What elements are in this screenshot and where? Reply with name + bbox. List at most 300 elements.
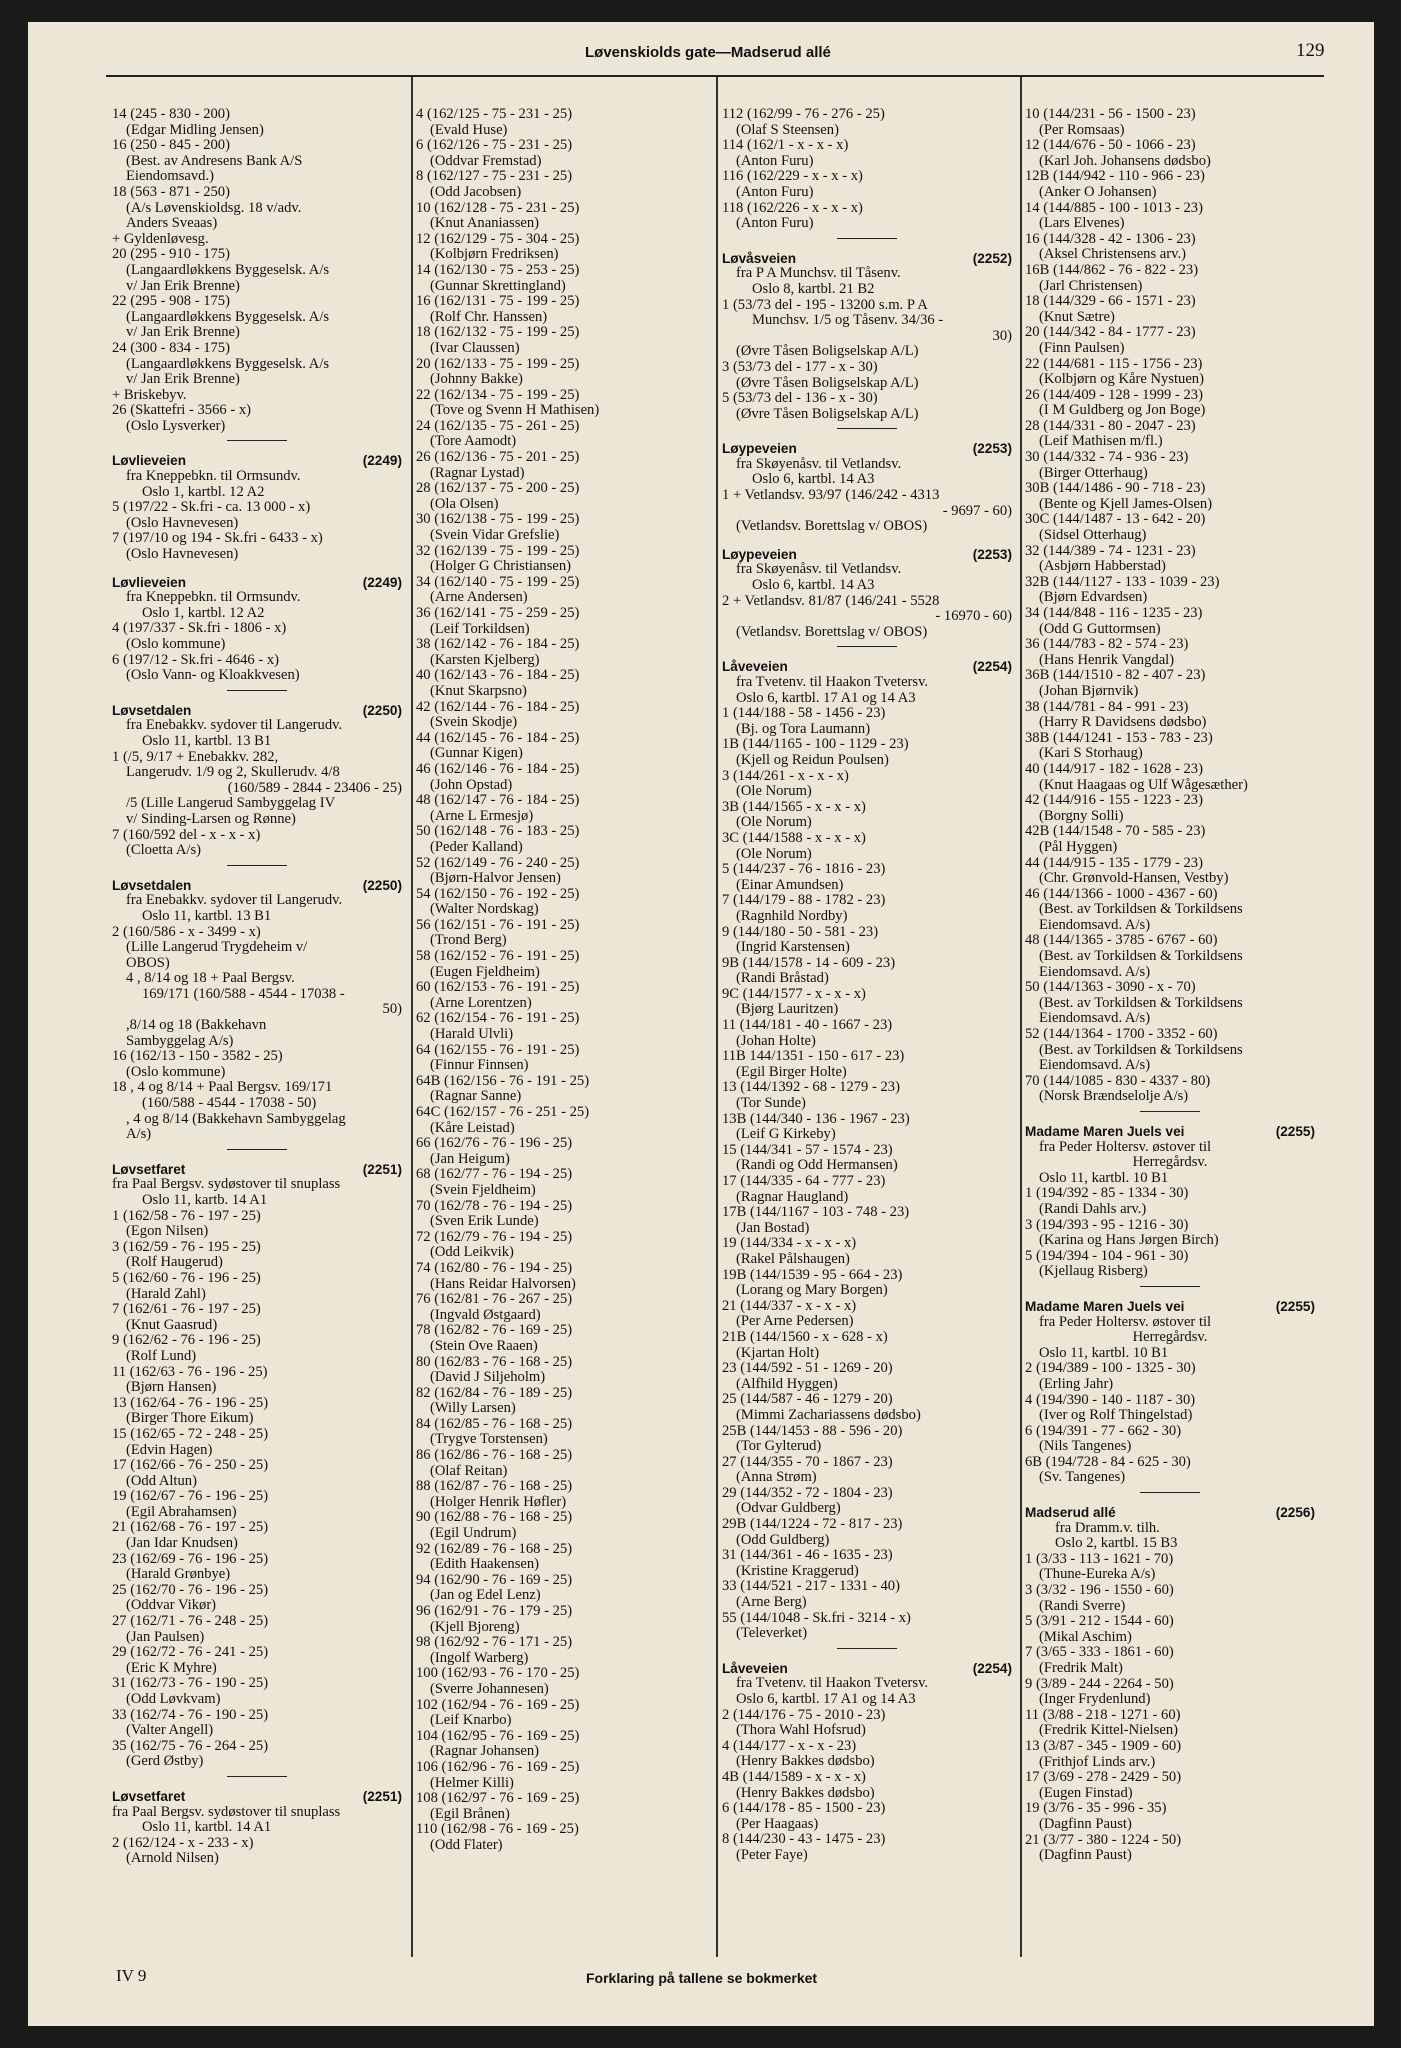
owner-line: (Odvar Guldberg) [736, 1501, 841, 1517]
owner-line: (Trond Berg) [430, 933, 507, 949]
owner-line: (Oddvar Fremstad) [430, 153, 542, 169]
owner-line: (Kåre Leistad) [430, 1120, 515, 1136]
owner-line: (Willy Larsen) [430, 1401, 516, 1417]
owner-line: (Best. av Torkildsen & Torkildsens [1039, 949, 1243, 965]
property-entry: 15 (162/65 - 72 - 248 - 25) [112, 1426, 269, 1442]
owner-line: (Egil Brånen) [430, 1806, 510, 1822]
owner-line: (Jan Heigum) [430, 1151, 510, 1167]
owner-line: (Iver og Rolf Thingelstad) [1039, 1408, 1193, 1424]
owner-line: (Egil Abrahamsen) [126, 1504, 237, 1520]
property-entry: 9C (144/1577 - x - x - x) [722, 986, 866, 1002]
property-entry: 21 (144/337 - x - x - x) [722, 1298, 857, 1314]
property-entry: Oslo 6, kartbl. 14 A3 [752, 472, 875, 488]
owner-line: (Anton Furu) [736, 184, 814, 200]
property-entry: 29 (144/352 - 72 - 1804 - 23) [722, 1485, 893, 1501]
owner-line: (Mimmi Zachariassens dødsbo) [736, 1407, 921, 1423]
property-entry: 30) [992, 328, 1012, 344]
property-entry: 33 (144/521 - 217 - 1331 - 40) [722, 1579, 900, 1595]
owner-line: (Oslo Havnevesen) [126, 515, 239, 531]
owner-line: (Frithjof Linds arv.) [1039, 1754, 1156, 1770]
owner-line: (Langaardløkkens Byggeselsk. A/s [126, 309, 330, 325]
footer-note: Forklaring på tallene se bokmerket [586, 1970, 818, 1986]
street-heading [722, 659, 1012, 675]
footer-signature: IV 9 [116, 1966, 147, 1985]
property-entry: 13 (3/87 - 345 - 1909 - 60) [1025, 1738, 1182, 1754]
property-entry: 30 (162/138 - 75 - 199 - 25) [416, 512, 580, 528]
property-entry: 68 (162/77 - 76 - 194 - 25) [416, 1167, 573, 1183]
property-entry: 3 (194/393 - 95 - 1216 - 30) [1025, 1217, 1189, 1233]
owner-line: (Lille Langerud Trygdeheim v/ [126, 940, 308, 956]
property-entry: 48 (162/147 - 76 - 184 - 25) [416, 793, 580, 809]
owner-line: (Kari S Storhaug) [1039, 746, 1143, 762]
owner-line: (A/s Løvenskioldsg. 18 v/adv. [126, 200, 302, 216]
owner-line: (Kristine Kraggerud) [736, 1563, 859, 1579]
owner-line: (Harry R Davidsens dødsbo) [1039, 715, 1207, 731]
property-entry: 32 (144/389 - 74 - 1231 - 23) [1025, 543, 1196, 559]
property-entry: (160/588 - 4544 - 17038 - 50) [142, 1096, 317, 1112]
property-entry: 3 (162/59 - 76 - 195 - 25) [112, 1239, 261, 1255]
owner-line: (Walter Nordskag) [430, 902, 539, 918]
property-entry: 30 (144/332 - 74 - 936 - 23) [1025, 450, 1189, 466]
property-entry: 6B (194/728 - 84 - 625 - 30) [1025, 1454, 1191, 1470]
owner-line: (Gerd Østby) [126, 1754, 204, 1770]
property-entry: 22 (295 - 908 - 175) [112, 294, 230, 310]
property-entry: 19B (144/1539 - 95 - 664 - 23) [722, 1267, 903, 1283]
owner-line: (Odd Leikvik) [430, 1245, 514, 1261]
property-entry: 8 (144/230 - 43 - 1475 - 23) [722, 1832, 886, 1848]
property-entry: 78 (162/82 - 76 - 169 - 25) [416, 1323, 573, 1339]
property-entry: 6 (197/12 - Sk.fri - 4646 - x) [112, 652, 279, 668]
owner-line: (Edith Haakensen) [430, 1557, 540, 1573]
owner-line: (Borgny Solli) [1039, 808, 1124, 824]
owner-line: (Bente og Kjell James-Olsen) [1039, 496, 1213, 512]
property-entry: 19 (3/76 - 35 - 996 - 35) [1025, 1801, 1167, 1817]
street-heading [722, 1661, 1012, 1677]
street-heading [112, 703, 402, 719]
owner-line: (Edgar Midling Jensen) [126, 122, 264, 138]
property-entry: 11 (3/88 - 218 - 1271 - 60) [1025, 1707, 1181, 1723]
property-entry: 4 (194/390 - 140 - 1187 - 30) [1025, 1392, 1196, 1408]
owner-line: (Ola Olsen) [430, 496, 499, 512]
owner-line: (Vetlandsv. Borettslag v/ OBOS) [736, 624, 928, 640]
street-heading [722, 441, 1012, 457]
property-entry: 38 (144/781 - 84 - 991 - 23) [1025, 699, 1189, 715]
owner-line: (Kjell Bjoreng) [430, 1619, 520, 1635]
street-heading [112, 1789, 402, 1805]
owner-line: (Evald Huse) [430, 122, 508, 138]
property-entry: 1 (194/392 - 85 - 1334 - 30) [1025, 1186, 1189, 1202]
owner-line: (Pål Hyggen) [1039, 839, 1118, 855]
owner-line: (Ole Norum) [736, 846, 812, 862]
property-entry: 26 (162/136 - 75 - 201 - 25) [416, 450, 580, 466]
owner-line: (Eugen Fjeldheim) [430, 964, 540, 980]
owner-line: fra Skøyenåsv. til Vetlandsv. [736, 562, 902, 578]
property-entry: Oslo 1, kartbl. 12 A2 [142, 605, 265, 621]
owner-line: (Inger Frydenlund) [1039, 1692, 1151, 1708]
property-entry: 42 (162/144 - 76 - 184 - 25) [416, 699, 580, 715]
owner-line: (Kolbjørn Fredriksen) [430, 247, 559, 263]
property-entry: 36 (144/783 - 82 - 574 - 23) [1025, 637, 1189, 653]
owner-line: (Tor Gylterud) [736, 1439, 822, 1455]
property-entry: 12 (162/129 - 75 - 304 - 25) [416, 231, 580, 247]
owner-line: Oslo 11, kartbl. 10 B1 [1039, 1345, 1169, 1361]
owner-line: Eiendomsavd. A/s) [1039, 917, 1151, 933]
property-entry: 72 (162/79 - 76 - 194 - 25) [416, 1229, 573, 1245]
owner-line: (Per Romsaas) [1039, 122, 1125, 138]
street-code: (2250) [362, 877, 402, 893]
page-number: 129 [1296, 40, 1325, 61]
owner-line: (Ragnar Haugland) [736, 1189, 849, 1205]
section-separator [837, 646, 897, 647]
owner-line: (Jan Idar Knudsen) [126, 1536, 238, 1552]
owner-line: (Best. av Torkildsen & Torkildsens [1039, 995, 1243, 1011]
property-entry: 2 (160/586 - x - 3499 - x) [112, 924, 261, 940]
owner-line: (Odd Altun) [126, 1473, 197, 1489]
property-entry: 1 (/5, 9/17 + Enebakkv. 282, [112, 749, 279, 765]
owner-line: (Rolf Lund) [126, 1348, 197, 1364]
street-heading [112, 878, 402, 894]
owner-line: (Rolf Chr. Hanssen) [430, 309, 548, 325]
owner-line: (Bjørn Hansen) [126, 1380, 217, 1396]
property-entry: 7 (144/179 - 88 - 1782 - 23) [722, 893, 886, 909]
owner-line: fra Peder Holtersv. østover til [1039, 1139, 1212, 1155]
property-entry: 20 (144/342 - 84 - 1777 - 23) [1025, 325, 1196, 341]
property-entry: 23 (144/592 - 51 - 1269 - 20) [722, 1361, 893, 1377]
property-entry: 64C (162/157 - 76 - 251 - 25) [416, 1105, 590, 1120]
property-entry: 11 (162/63 - 76 - 196 - 25) [112, 1364, 268, 1380]
property-entry: 9B (144/1578 - 14 - 609 - 23) [722, 955, 896, 971]
owner-line: (John Opstad) [430, 777, 513, 793]
property-entry: 21 (162/68 - 76 - 197 - 25) [112, 1520, 269, 1536]
owner-line: (Ole Norum) [736, 784, 812, 800]
owner-line: (Øvre Tåsen Boligselskap A/L) [736, 375, 919, 391]
owner-line: (Anton Furu) [736, 153, 814, 169]
owner-line: fra Enebakkv. sydover til Langerudv. [126, 718, 343, 734]
property-entry: Herregårdsv. [1132, 1330, 1208, 1346]
owner-line: (Langaardløkkens Byggeselsk. A/s [126, 262, 330, 278]
property-entry: 34 (144/848 - 116 - 1235 - 23) [1025, 606, 1203, 621]
property-entry: - 16970 - 60) [935, 609, 1012, 625]
owner-line: (Egil Birger Holte) [736, 1064, 847, 1080]
street-name: Madserud allé [1025, 1505, 1116, 1521]
owner-line: (Birger Otterhaug) [1039, 465, 1148, 481]
property-entry: 1B (144/1165 - 100 - 1129 - 23) [722, 737, 909, 753]
property-entry: 1 (162/58 - 76 - 197 - 25) [112, 1208, 261, 1224]
owner-line: (Holger Henrik Høfler) [430, 1494, 567, 1510]
owner-line: fra Tvetenv. til Haakon Tvetersv. [736, 675, 929, 690]
owner-line: (Best. av Torkildsen & Torkildsens [1039, 1042, 1243, 1058]
owner-line: (Hans Reidar Halvorsen) [430, 1276, 576, 1292]
owner-line: (Henry Bakkes dødsbo) [736, 1754, 875, 1770]
property-entry: 46 (162/146 - 76 - 184 - 25) [416, 761, 580, 777]
owner-line: Oslo 6, kartbl. 17 A1 og 14 A3 [736, 1692, 916, 1707]
property-entry: 4 (197/337 - Sk.fri - 1806 - x) [112, 621, 287, 637]
property-entry: 31 (144/361 - 46 - 1635 - 23) [722, 1548, 893, 1564]
property-entry: 1 (3/33 - 113 - 1621 - 70) [1025, 1551, 1174, 1567]
owner-line: (Gunnar Skrettingland) [430, 278, 566, 294]
owner-line: (Thora Wahl Hofsrud) [736, 1723, 866, 1739]
owner-line: (Trygve Torstensen) [430, 1432, 548, 1448]
property-entry: Oslo 2, kartbl. 15 B3 [1055, 1536, 1178, 1552]
property-entry: 11B 144/1351 - 150 - 617 - 23) [722, 1049, 905, 1065]
owner-line: (Oslo Havnevesen) [126, 547, 239, 563]
street-name: Låveveien [722, 659, 788, 675]
street-code: (2252) [972, 250, 1012, 266]
owner-line: (Lorang og Mary Borgen) [736, 1283, 888, 1299]
property-entry: 6 (194/391 - 77 - 662 - 30) [1025, 1423, 1182, 1439]
street-code: (2254) [972, 1660, 1012, 1676]
owner-line: (Anna Strøm) [736, 1470, 817, 1486]
owner-line: (Cloetta A/s) [126, 843, 201, 859]
property-entry: Oslo 1, kartbl. 12 A2 [142, 484, 265, 500]
street-heading [1025, 1505, 1315, 1521]
owner-line: (Knut Gaasrud) [126, 1317, 218, 1333]
property-entry: 1 + Vetlandsv. 93/97 (146/242 - 4313 [722, 488, 940, 504]
property-entry: 116 (162/229 - x - x - x) [722, 169, 863, 185]
street-heading [112, 1162, 402, 1178]
property-entry: 11 (144/181 - 40 - 1667 - 23) [722, 1018, 893, 1034]
owner-line: , 4 og 8/14 (Bakkehavn Sambyggelag [126, 1111, 346, 1127]
property-entry: 66 (162/76 - 76 - 196 - 25) [416, 1136, 573, 1152]
owner-line: Eiendomsavd. A/s) [1039, 1058, 1151, 1074]
property-entry: 36B (144/1510 - 82 - 407 - 23) [1025, 668, 1206, 684]
property-entry: 42 (144/916 - 155 - 1223 - 23) [1025, 793, 1203, 809]
property-entry: 46 (144/1366 - 1000 - 4367 - 60) [1025, 886, 1218, 902]
owner-line: (Einar Amundsen) [736, 877, 844, 893]
owner-line: (Asbjørn Habberstad) [1039, 559, 1166, 575]
property-entry: 60 (162/153 - 76 - 191 - 25) [416, 980, 580, 996]
owner-line: (Arnold Nilsen) [126, 1851, 219, 1867]
owner-line: (Odd Flater) [430, 1837, 503, 1853]
owner-line: (Egil Undrum) [430, 1526, 517, 1542]
property-entry: 13 (162/64 - 76 - 196 - 25) [112, 1395, 269, 1411]
property-entry: 32 (162/139 - 75 - 199 - 25) [416, 543, 580, 559]
property-entry: 16B (144/862 - 76 - 822 - 23) [1025, 262, 1199, 278]
property-entry: 64B (162/156 - 76 - 191 - 25) [416, 1073, 590, 1089]
property-entry: Oslo 11, kartb. 14 A1 [142, 1193, 268, 1208]
property-entry: 3C (144/1588 - x - x - x) [722, 830, 866, 846]
property-entry: 42B (144/1548 - 70 - 585 - 23) [1025, 824, 1206, 840]
owner-line: Eiendomsavd.) [126, 169, 214, 185]
owner-line: (Leif G Kirkeby) [736, 1127, 836, 1143]
running-header-title: Løvenskiolds gate—Madserud allé [585, 44, 831, 61]
street-code: (2256) [1275, 1505, 1315, 1521]
address-column-4 [1025, 107, 1315, 1864]
owner-line: (Tove og Svenn H Mathisen) [430, 403, 600, 419]
property-entry: 6 (162/126 - 75 - 231 - 25) [416, 138, 573, 154]
owner-line: A/s) [126, 1127, 152, 1143]
property-entry: 3 (53/73 del - 177 - x - 30) [722, 359, 878, 375]
street-name: Løvsetdalen [112, 702, 192, 718]
property-entry: 9 (162/62 - 76 - 196 - 25) [112, 1333, 261, 1349]
property-entry: 14 (144/885 - 100 - 1013 - 23) [1025, 200, 1203, 216]
owner-line: (Bjørg Lauritzen) [736, 1002, 839, 1018]
property-entry: 18 , 4 og 8/14 + Paal Bergsv. 169/171 [112, 1080, 333, 1096]
property-entry: 28 (144/331 - 80 - 2047 - 23) [1025, 418, 1196, 434]
property-entry: 30B (144/1486 - 90 - 718 - 23) [1025, 481, 1206, 497]
owner-line: (Knut Haagaas og Ulf Wågesæther) [1039, 777, 1248, 793]
owner-line: (Arne L Ermesjø) [430, 808, 534, 824]
property-entry: 64 (162/155 - 76 - 191 - 25) [416, 1042, 580, 1058]
street-code: (2251) [362, 1788, 402, 1804]
property-entry: 10 (144/231 - 56 - 1500 - 23) [1025, 107, 1196, 122]
section-separator [227, 1149, 287, 1150]
section-separator [227, 1776, 287, 1777]
property-entry: 2 (194/389 - 100 - 1325 - 30) [1025, 1361, 1196, 1377]
owner-line: (Kolbjørn og Kåre Nystuen) [1039, 372, 1204, 388]
property-entry: fra Dramm.v. tilh. [1055, 1520, 1160, 1536]
owner-line: (Rolf Haugerud) [126, 1255, 223, 1271]
property-entry: 27 (162/71 - 76 - 248 - 25) [112, 1614, 269, 1630]
property-entry: 17B (144/1167 - 103 - 748 - 23) [722, 1205, 910, 1221]
owner-line: (Ragnar Sanne) [430, 1089, 522, 1105]
street-heading [722, 251, 1012, 267]
property-entry: 19 (162/67 - 76 - 196 - 25) [112, 1489, 269, 1505]
owner-line: (Oddvar Vikør) [126, 1598, 217, 1614]
property-entry: 3B (144/1565 - x - x - x) [722, 799, 866, 815]
property-entry: 62 (162/154 - 76 - 191 - 25) [416, 1011, 580, 1027]
owner-line: (Johan Holte) [736, 1033, 816, 1049]
street-name: Madame Maren Juels vei [1025, 1124, 1185, 1139]
owner-line: (Odd Løvkvam) [126, 1692, 221, 1707]
owner-line: fra Tvetenv. til Haakon Tvetersv. [736, 1676, 929, 1692]
owner-line: (Finnur Finnsen) [430, 1058, 529, 1074]
property-entry: 2 (144/176 - 75 - 2010 - 23) [722, 1707, 886, 1723]
owner-line: (Arne Lorentzen) [430, 995, 532, 1011]
owner-line: (Leif Torkildsen) [430, 621, 530, 637]
section-separator [227, 690, 287, 691]
property-entry: 5 (53/73 del - 136 - x - 30) [722, 391, 878, 407]
street-heading [1025, 1124, 1315, 1140]
property-entry: 169/171 (160/588 - 4544 - 17038 - [142, 986, 345, 1002]
street-name: Løvsetfaret [112, 1788, 186, 1804]
owner-line: (Eugen Finstad) [1039, 1785, 1133, 1801]
owner-line: (Langaardløkkens Byggeselsk. A/s [126, 356, 330, 372]
owner-line: (Dagfinn Paust) [1039, 1816, 1132, 1832]
property-entry: 52 (162/149 - 76 - 240 - 25) [416, 855, 580, 871]
owner-line: (Fredrik Malt) [1039, 1661, 1123, 1676]
property-entry: 18 (144/329 - 66 - 1571 - 23) [1025, 294, 1196, 310]
property-entry: 100 (162/93 - 76 - 170 - 25) [416, 1666, 580, 1682]
property-entry: 13B (144/340 - 136 - 1967 - 23) [722, 1111, 910, 1127]
property-entry: 96 (162/91 - 76 - 179 - 25) [416, 1604, 573, 1619]
property-entry: 110 (162/98 - 76 - 169 - 25) [416, 1822, 579, 1838]
property-entry: 48 (144/1365 - 3785 - 6767 - 60) [1025, 933, 1218, 949]
street-name: Løvsetdalen [112, 877, 192, 893]
owner-line: (Randi Bråstad) [736, 971, 829, 987]
owner-line: (Karl Joh. Johansens dødsbo) [1039, 153, 1211, 169]
property-entry: Oslo 11, kartbl. 13 B1 [142, 908, 272, 924]
owner-line: (Dagfinn Paust) [1039, 1848, 1132, 1864]
owner-line: (Rakel Pålshaugen) [736, 1251, 850, 1267]
property-entry: 18 (162/132 - 75 - 199 - 25) [416, 325, 580, 341]
property-entry: 56 (162/151 - 76 - 191 - 25) [416, 917, 580, 933]
owner-line: (Birger Thore Eikum) [126, 1411, 254, 1427]
owner-line: (I M Guldberg og Jon Boge) [1039, 403, 1206, 419]
owner-line: Langerudv. 1/9 og 2, Skullerudv. 4/8 [126, 765, 340, 781]
property-entry: 112 (162/99 - 76 - 276 - 25) [722, 107, 885, 122]
owner-line: (Oslo Lysverker) [126, 418, 226, 434]
property-entry: 8 (162/127 - 75 - 231 - 25) [416, 169, 573, 185]
property-entry: 4B (144/1589 - x - x - x) [722, 1769, 866, 1785]
street-code: (2255) [1275, 1298, 1315, 1314]
property-entry: fra Paal Bergsv. sydøstover til snuplass [112, 1177, 341, 1193]
owner-line: (Jan og Edel Lenz) [430, 1588, 541, 1604]
owner-line: fra P A Munchsv. til Tåsenv. [736, 266, 901, 282]
property-entry: 44 (144/915 - 135 - 1779 - 23) [1025, 855, 1203, 871]
street-name: Løypeveien [722, 546, 797, 562]
owner-line: (Ingvald Østgaard) [430, 1307, 541, 1323]
owner-line: (Chr. Grønvold-Hansen, Vestby) [1039, 871, 1229, 887]
owner-line: 4 , 8/14 og 18 + Paal Bergsv. [126, 971, 295, 987]
owner-line: (Gunnar Kigen) [430, 746, 523, 762]
owner-line: (Olaf Reitan) [430, 1463, 508, 1479]
street-heading [1025, 1299, 1315, 1315]
owner-line: (Peder Kalland) [430, 839, 523, 855]
header-rule [106, 75, 1324, 77]
owner-line: /5 (Lille Langerud Sambyggelag IV [126, 796, 336, 812]
owner-line: fra Kneppebkn. til Ormsundv. [126, 469, 301, 485]
property-entry: 7 (3/65 - 333 - 1861 - 60) [1025, 1645, 1174, 1661]
property-entry: 24 (300 - 834 - 175) [112, 340, 230, 356]
property-entry: 52 (144/1364 - 1700 - 3352 - 60) [1025, 1027, 1218, 1043]
property-entry: 22 (144/681 - 115 - 1756 - 23) [1025, 356, 1203, 372]
owner-line: (Tor Sunde) [736, 1096, 806, 1112]
owner-line: (Ingrid Karstensen) [736, 940, 850, 956]
owner-line: (Tore Aamodt) [430, 434, 517, 450]
property-entry: 74 (162/80 - 76 - 194 - 25) [416, 1260, 573, 1276]
owner-line: fra Kneppebkn. til Ormsundv. [126, 590, 301, 606]
property-entry: 38 (162/142 - 76 - 184 - 25) [416, 637, 580, 653]
owner-line: (David J Siljeholm) [430, 1370, 546, 1386]
section-separator [1140, 1111, 1200, 1112]
property-entry: 36 (162/141 - 75 - 259 - 25) [416, 606, 580, 621]
owner-line: (Jarl Christensen) [1039, 278, 1143, 294]
owner-line: (Harald Zahl) [126, 1286, 206, 1302]
section-separator [1140, 1286, 1200, 1287]
street-name: Løypeveien [722, 441, 797, 457]
owner-line: Eiendomsavd. A/s) [1039, 964, 1151, 980]
owner-line: (Knut Sætre) [1039, 309, 1115, 325]
property-entry: 25 (162/70 - 76 - 196 - 25) [112, 1582, 269, 1598]
owner-line: (Oslo kommune) [126, 637, 226, 652]
owner-line: v/ Jan Erik Brenne) [126, 325, 240, 341]
owner-line: (Vetlandsv. Borettslag v/ OBOS) [736, 519, 928, 535]
owner-line: (Jan Bostad) [736, 1220, 810, 1236]
owner-line: (Sverre Johannesen) [430, 1681, 549, 1697]
property-entry: 12B (144/942 - 110 - 966 - 23) [1025, 169, 1205, 185]
property-entry: + Briskebyv. [112, 387, 187, 403]
section-separator [837, 1648, 897, 1649]
property-entry: 40 (144/917 - 182 - 1628 - 23) [1025, 761, 1203, 777]
address-column-2 [416, 107, 706, 1854]
property-entry: 25B (144/1453 - 88 - 596 - 20) [722, 1423, 903, 1439]
owner-line: (Kjell og Reidun Poulsen) [736, 752, 889, 768]
owner-line: (Fredrik Kittel-Nielsen) [1039, 1723, 1179, 1739]
owner-line: (Eric K Myhre) [126, 1660, 217, 1676]
property-entry: 12 (144/676 - 50 - 1066 - 23) [1025, 138, 1196, 154]
owner-line: (Anton Furu) [736, 216, 814, 232]
property-entry: 88 (162/87 - 76 - 168 - 25) [416, 1479, 573, 1495]
property-entry: 70 (144/1085 - 830 - 4337 - 80) [1025, 1073, 1211, 1089]
property-entry: - 9697 - 60) [942, 503, 1012, 519]
property-entry: 7 (160/592 del - x - x - x) [112, 827, 261, 843]
street-name: Løvåsveien [722, 250, 797, 266]
owner-line: (Odd G Guttormsen) [1039, 621, 1161, 637]
property-entry: 5 (197/22 - Sk.fri - ca. 13 000 - x) [112, 500, 311, 516]
owner-line: (Sv. Tangenes) [1039, 1470, 1126, 1486]
section-separator [837, 238, 897, 239]
